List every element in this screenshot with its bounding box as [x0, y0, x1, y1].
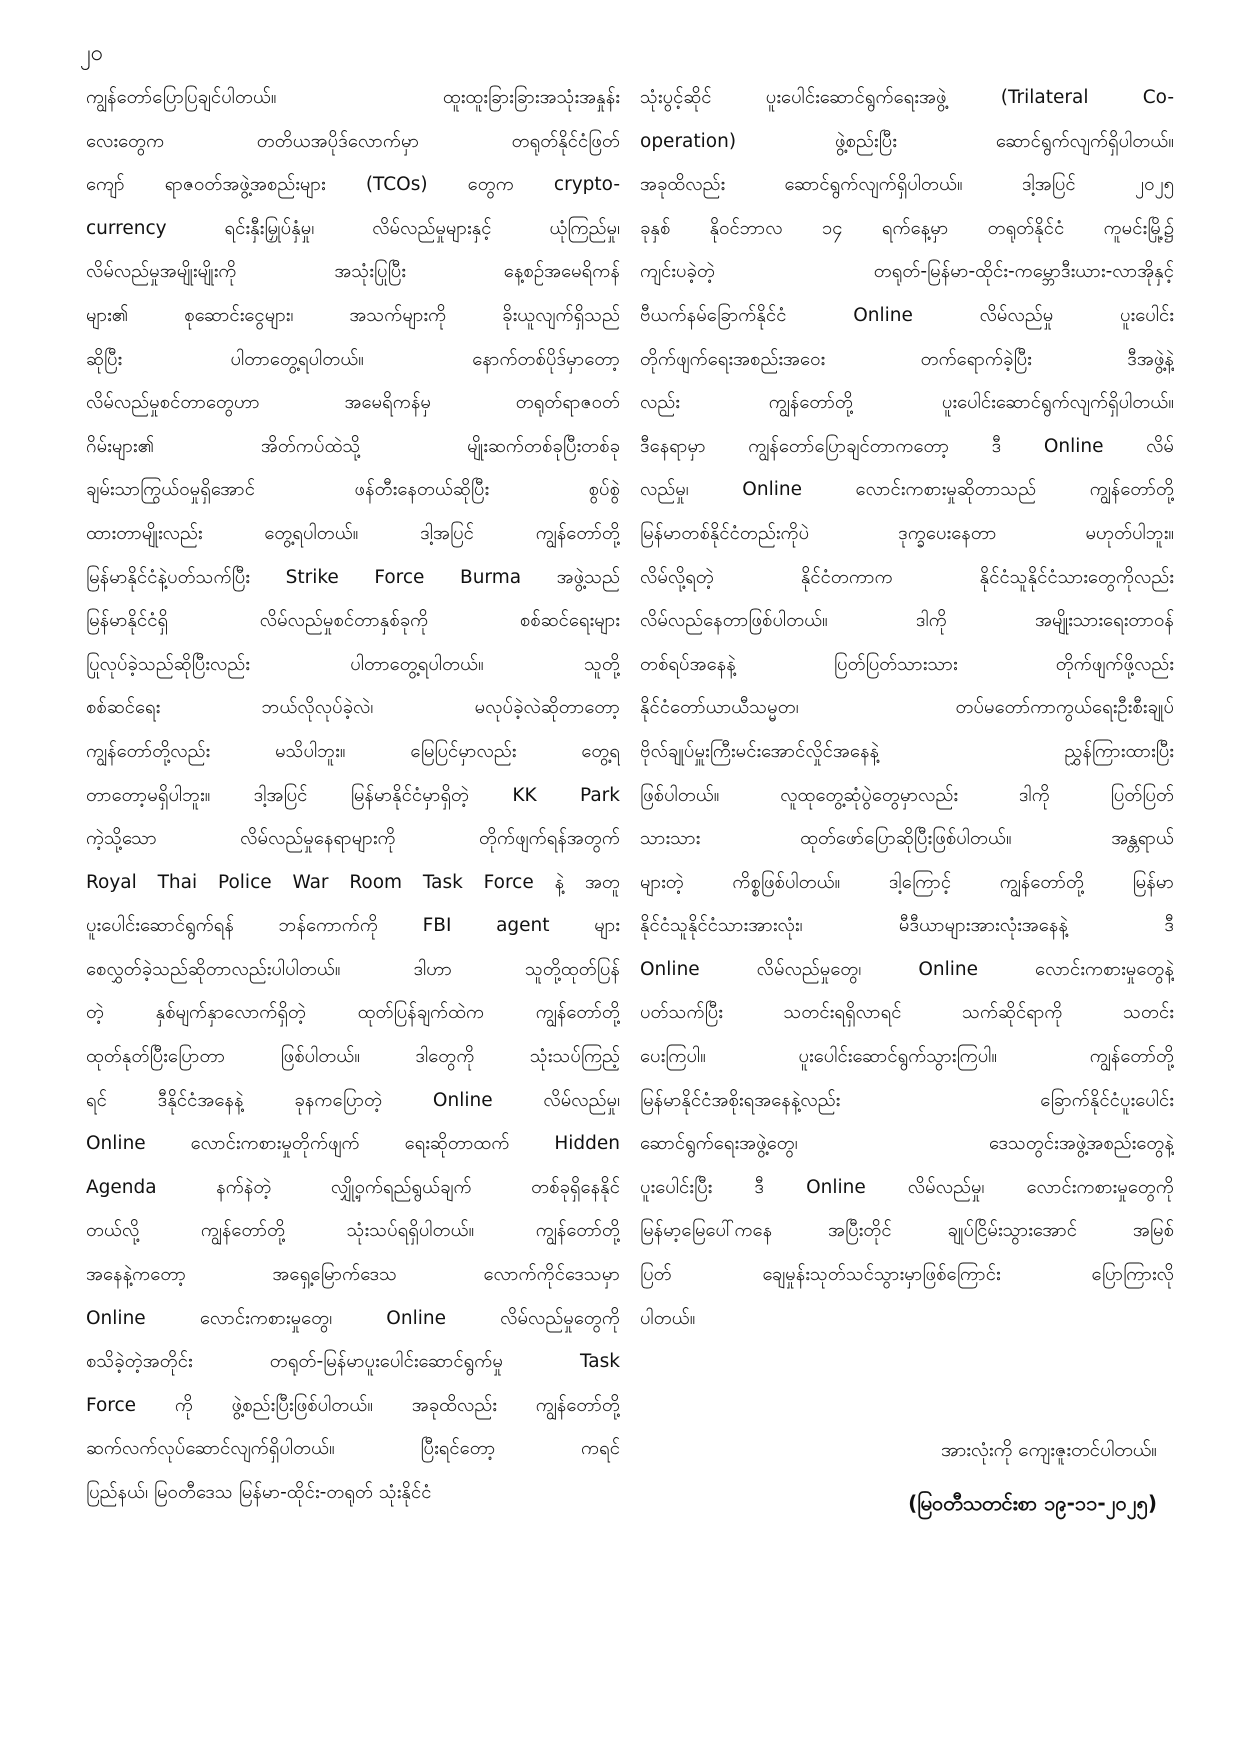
text-line: မြန်မာနိုင်ငံအစိုးရအနေနဲ့လည်း ခြောက်နိုင်ငံပူးပေါင်း — [640, 1089, 1174, 1111]
text-line: နိုင်ငံတော်ယာယီသမ္မတ၊ တပ်မတော်ကာကွယ်ရေးဦးစီးချုပ် — [640, 697, 1174, 719]
text-line: တာတော့မရှိပါဘူး။ ဒါ့အပြင် မြန်မာနိုင်ငံမှာရှိတဲ့ KK Park — [86, 784, 620, 806]
text-line: စသိခဲ့တဲ့အတိုင်း တရုတ်-မြန်မာပူးပေါင်းဆောင်ရွက်မှု Task — [86, 1351, 620, 1373]
text-line: မြန်မာနိုင်ငံရှိ လိမ်လည်မှုစင်တာနှစ်ခုကို စစ်ဆင်ရေးများ — [86, 610, 620, 632]
text-line: လည်း ကျွန်တော်တို့ ပူးပေါင်းဆောင်ရွက်လျက်ရှိပါတယ်။ — [640, 392, 1174, 414]
text-line: ကျင်းပခဲ့တဲ့ တရုတ်-မြန်မာ-ထိုင်း-ကမ္ဘောဒီးယား-လာအိုနှင့် — [640, 261, 1174, 283]
text-line: သားသား ထုတ်ဖော်ပြောဆိုပြီးဖြစ်ပါတယ်။ အန္တရာယ် — [640, 828, 1174, 850]
closing-source: (မြဝတီသတင်းစာ ၁၉-၁၁-၂၀၂၅) — [908, 1491, 1157, 1515]
text-line: ပြတ် ချေမှုန်းသုတ်သင်သွားမှာဖြစ်ကြောင်း ပြောကြားလို — [640, 1264, 1174, 1286]
text-line: အခုထိလည်း ဆောင်ရွက်လျက်ရှိပါတယ်။ ဒါ့အပြင် ၂၀၂၅ — [640, 174, 1174, 196]
text-line: currency ရင်းနှီးမြှုပ်နှံမှု၊ လိမ်လည်မှုများနှင့် ယုံကြည်မှု၊ — [86, 217, 620, 239]
text-line: ကျွန်တော်ပြောပြချင်ပါတယ်။ ထူးထူးခြားခြားအသုံးအနှုန်း — [86, 87, 620, 108]
text-line: တဲ့ နှစ်မျက်နှာလောက်ရှိတဲ့ ထုတ်ပြန်ချက်ထဲက ကျွန်တော်တို့ — [86, 1002, 620, 1024]
text-line: ပါတယ်။ — [640, 1307, 696, 1329]
text-line: မြန်မာတစ်နိုင်ငံတည်းကိုပဲ ဒုက္ခပေးနေတာ မဟုတ်ပါဘူး။ — [640, 522, 1174, 544]
text-line: ထုတ်နုတ်ပြီးပြောတာ ဖြစ်ပါတယ်။ ဒါတွေကို သုံးသပ်ကြည့် — [86, 1046, 620, 1068]
text-line: မြန်မာနိုင်ငံနဲ့ပတ်သက်ပြီး Strike Force Burma အဖွဲ့သည် — [86, 566, 620, 588]
text-line: Force ကို ဖွဲ့စည်းပြီးဖြစ်ပါတယ်။ အခုထိလည်း ကျွန်တော်တို့ — [86, 1394, 620, 1416]
text-line: လိမ်လည်နေတာဖြစ်ပါတယ်။ ဒါကို အမျိုးသားရေးတာဝန် — [640, 610, 1174, 632]
text-line: ဗိုလ်ချုပ်မှူးကြီးမင်းအောင်လှိုင်အနေနဲ့ ညွှန်ကြားထားပြီး — [640, 740, 1174, 762]
text-line: ခုနှစ် နိုဝင်ဘာလ ၁၄ ရက်နေ့မှာ တရုတ်နိုင်ငံ ကူမင်းမြို့၌ — [640, 217, 1174, 239]
text-line: ဖြစ်ပါတယ်။ လူထုတွေ့ဆုံပွဲတွေမှာလည်း ဒါကို ပြတ်ပြတ် — [640, 784, 1174, 806]
text-line: ပူးပေါင်းဆောင်ရွက်ရန် ဘန်ကောက်ကို FBI agent များ — [86, 915, 620, 937]
text-line: စစ်ဆင်ရေး ဘယ်လိုလုပ်ခဲ့လဲ၊ မလုပ်ခဲ့လဲဆိုတာတော့ — [86, 697, 620, 719]
text-line: ပူးပေါင်းပြီး ဒီ Online လိမ်လည်မှု၊ လောင်းကစားမှုတွေကို — [640, 1176, 1174, 1198]
text-line: ဗီယက်နမ်ခြောက်နိုင်ငံ Online လိမ်လည်မှု ပူးပေါင်း — [640, 304, 1174, 326]
text-line: Royal Thai Police War Room Task Force နဲ့ အတူ — [86, 871, 620, 893]
text-line: ပေးကြပါ။ ပူးပေါင်းဆောင်ရွက်သွားကြပါ။ ကျွန်တော်တို့ — [640, 1046, 1174, 1068]
text-line: လည်မှု၊ Online လောင်းကစားမှုဆိုတာသည် ကျွန်တော်တို့ — [640, 479, 1174, 501]
text-line: operation) ဖွဲ့စည်းပြီး ဆောင်ရွက်လျက်ရှိပါတယ်။ — [640, 130, 1174, 152]
text-line: ဆောင်ရွက်ရေးအဖွဲ့တွေ၊ ဒေသတွင်းအဖွဲ့အစည်းတွေနဲ့ — [640, 1133, 1174, 1155]
page-number: ၂၀ — [80, 41, 104, 66]
text-line: တယ်လို့ ကျွန်တော်တို့ သုံးသပ်ရရှိပါတယ်။ ကျွန်တော်တို့ — [86, 1220, 620, 1242]
text-line: ကျွန်တော်တို့လည်း မသိပါဘူး။ မြေပြင်မှာလည်း တွေ့ရ — [86, 740, 620, 762]
text-line: ရင် ဒီနိုင်ငံအနေနဲ့ ခုနကပြောတဲ့ Online လိမ်လည်မှု၊ — [86, 1089, 620, 1111]
text-line: Online လောင်းကစားမှုတိုက်ဖျက် ရေးဆိုတာထက် Hidden — [86, 1133, 620, 1155]
text-line: ချမ်းသာကြွယ်ဝမှုရှိအောင် ဖန်တီးနေတယ်ဆိုပြီး စွပ်စွဲ — [86, 479, 620, 501]
text-line: နိုင်ငံသူနိုင်ငံသားအားလုံး၊ မီဒီယာများအားလုံးအနေနဲ့ ဒီ — [640, 915, 1174, 937]
text-line: လေးတွေက တတိယအပိုဒ်လောက်မှာ တရုတ်နိုင်ငံဖြတ် — [86, 130, 620, 152]
text-line: စေလွှတ်ခဲ့သည်ဆိုတာလည်းပါပါတယ်။ ဒါဟာ သူတို့ထုတ်ပြန် — [86, 958, 620, 980]
text-line: ဒီနေရာမှာ ကျွန်တော်ပြောချင်တာကတော့ ဒီ Online လိမ် — [640, 435, 1174, 457]
text-line: ပြည်နယ်၊ မြဝတီဒေသ မြန်မာ-ထိုင်း-တရုတ် သုံးနိုင်ငံ — [86, 1482, 432, 1503]
text-line: တစ်ရပ်အနေနဲ့ ပြတ်ပြတ်သားသား တိုက်ဖျက်ဖို့လည်း — [640, 653, 1174, 675]
text-line: လိမ်လို့ရတဲ့ နိုင်ငံတကာက နိုင်ငံသူနိုင်ငံသားတွေကိုလည်း — [640, 566, 1174, 588]
text-line: တိုက်ဖျက်ရေးအစည်းအဝေး တက်ရောက်ခဲ့ပြီး ဒီအဖွဲ့နဲ့ — [640, 348, 1174, 370]
left-column — [86, 76, 620, 1515]
closing-thanks: အားလုံးကို ကျေးဇူးတင်ပါတယ်။ — [940, 1439, 1157, 1461]
text-line: Online လိမ်လည်မှုတွေ၊ Online လောင်းကစားမှုတွေနဲ့ — [640, 958, 1174, 980]
text-line: ဆက်လက်လုပ်ဆောင်လျက်ရှိပါတယ်။ ပြီးရင်တော့ ကရင် — [86, 1438, 620, 1460]
text-line: Agenda နက်နဲတဲ့ လျှို့ဝှက်ရည်ရွယ်ချက် တစ်ခုရှိနေနိုင် — [86, 1176, 620, 1198]
text-line: အနေနဲ့ကတော့ အရှေ့မြောက်ဒေသ လောက်ကိုင်ဒေသမှာ — [86, 1264, 620, 1286]
text-line: Online လောင်းကစားမှုတွေ၊ Online လိမ်လည်မှုတွေကို — [86, 1307, 620, 1329]
text-line: ဂိမ်းများ၏ အိတ်ကပ်ထဲသို့ မျိုးဆက်တစ်ခုပြီးတစ်ခု — [86, 435, 620, 457]
right-column — [640, 76, 1174, 1340]
text-line: ဆိုပြီး ပါတာတွေ့ရပါတယ်။ နောက်တစ်ပိုဒ်မှာတော့ — [86, 348, 620, 370]
text-line: ပြုလုပ်ခဲ့သည်ဆိုပြီးလည်း ပါတာတွေ့ရပါတယ်။ သူတို့ — [86, 653, 620, 675]
text-line: သုံးပွင့်ဆိုင် ပူးပေါင်းဆောင်ရွက်ရေးအဖွဲ့ (Trilateral Co- — [640, 87, 1174, 108]
text-line: လိမ်လည်မှုစင်တာတွေဟာ အမေရိကန်မှ တရုတ်ရာဇဝတ် — [86, 392, 620, 414]
text-line: မြန်မာ့မြေပေါ်ကနေ အပြီးတိုင် ချုပ်ငြိမ်းသွားအောင် အမြစ် — [640, 1220, 1174, 1242]
text-line: များတဲ့ ကိစ္စဖြစ်ပါတယ်။ ဒါ့ကြောင့် ကျွန်တော်တို့ မြန်မာ — [640, 871, 1174, 893]
text-line: လိမ်လည်မှုအမျိုးမျိုးကို အသုံးပြုပြီး နေ့စဉ်အမေရိကန် — [86, 261, 620, 283]
text-line: ကဲ့သို့သော လိမ်လည်မှုနေရာများကို တိုက်ဖျက်ရန်အတွက် — [86, 828, 620, 850]
text-line: ထားတာမျိုးလည်း တွေ့ရပါတယ်။ ဒါ့အပြင် ကျွန်တော်တို့ — [86, 522, 620, 544]
text-line: ကျော် ရာဇဝတ်အဖွဲ့အစည်းများ (TCOs) တွေက crypto- — [86, 174, 620, 196]
text-line: များ၏ စုဆောင်းငွေများ၊ အသက်များကို ခိုးယူလျက်ရှိသည် — [86, 304, 620, 326]
text-line: ပတ်သက်ပြီး သတင်းရရှိလာရင် သက်ဆိုင်ရာကို သတင်း — [640, 1002, 1174, 1024]
